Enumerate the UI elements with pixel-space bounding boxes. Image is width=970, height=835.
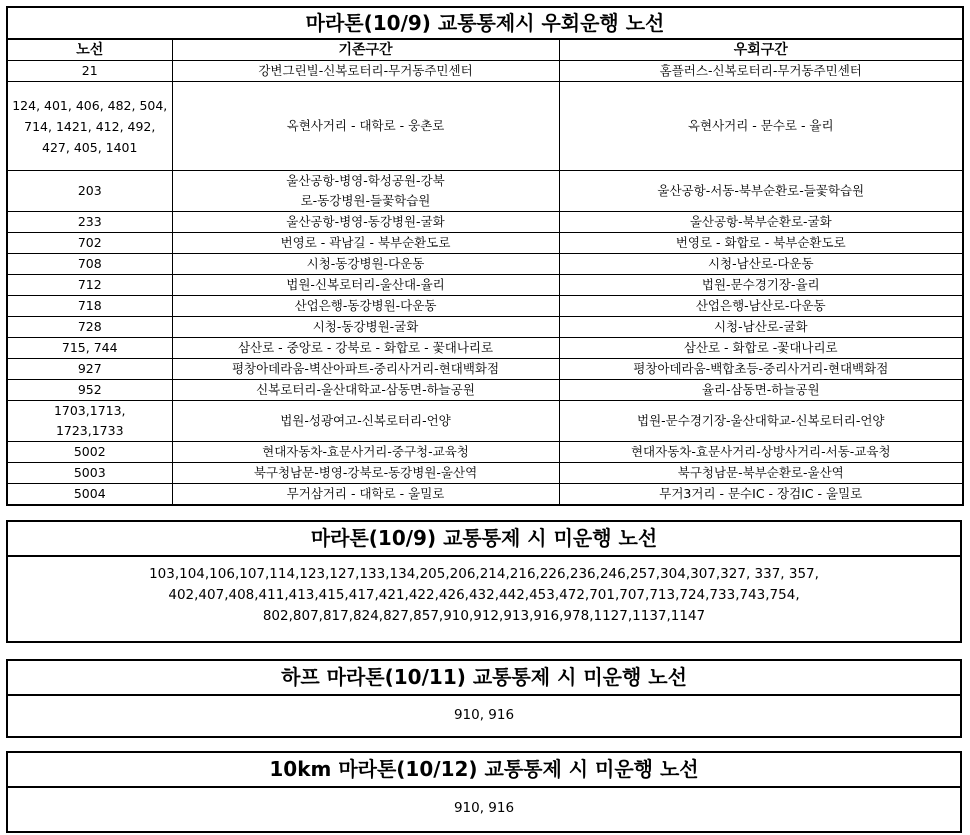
half-marathon-no-service-routes: 910, 916 xyxy=(453,707,515,723)
table-row xyxy=(7,359,963,380)
column-header-existing: 기존구간 xyxy=(172,39,559,61)
table-row xyxy=(7,317,963,338)
marathon-no-service-box xyxy=(6,520,962,643)
ten-km-no-service-title: 10km 마라톤(10/12) 교통통제 시 미운행 노선 xyxy=(8,753,960,788)
existing-section: 현대자동차-효문사거리-중구청-교육청 xyxy=(172,442,559,463)
ten-km-no-service-box xyxy=(6,751,962,833)
existing-section: 신복로터리-울산대학교-삼동면-하늘공원 xyxy=(172,380,559,401)
table-row xyxy=(7,171,963,212)
route-number: 5004 xyxy=(7,484,172,506)
detour-section: 옥현사거리 - 문수로 - 율리 xyxy=(559,82,963,171)
route-number: 952 xyxy=(7,380,172,401)
existing-section: 북구청남문-병영-강북로-동강병원-울산역 xyxy=(172,463,559,484)
route-number: 233 xyxy=(7,212,172,233)
detour-section: 홈플러스-신복로터리-무거동주민센터 xyxy=(559,61,963,82)
existing-section: 법원-신복로터리-울산대-율리 xyxy=(172,275,559,296)
existing-section: 강변그린빌-신복로터리-무거동주민센터 xyxy=(172,61,559,82)
marathon-no-service-routes xyxy=(8,557,960,627)
detour-section: 법원-문수경기장-울산대학교-신복로터리-언양 xyxy=(559,401,963,442)
marathon-no-service-title: 마라톤(10/9) 교통통제 시 미운행 노선 xyxy=(8,522,960,557)
route-number: 21 xyxy=(7,61,172,82)
route-number: 5003 xyxy=(7,463,172,484)
table-header-row xyxy=(7,39,963,61)
existing-section: 울산공항-병영-동강병원-굴화 xyxy=(172,212,559,233)
table-row xyxy=(7,61,963,82)
detour-section: 번영로 - 화합로 - 북부순환도로 xyxy=(559,233,963,254)
routes-line: 402,407,408,411,413,415,417,421,422,426,432,442,453,472,701,707,713,724,733,743,754, xyxy=(168,587,800,603)
column-header-detour: 우회구간 xyxy=(559,39,963,61)
detour-section: 울산공항-서동-북부순환로-들꽃학습원 xyxy=(559,171,963,212)
table-row xyxy=(7,338,963,359)
existing-section: 평창아데라움-벽산아파트-중리사거리-현대백화점 xyxy=(172,359,559,380)
routes-line: 802,807,817,824,827,857,910,912,913,916,978,1127,1137,1147 xyxy=(262,608,706,624)
existing-section: 시청-동강병원-다운동 xyxy=(172,254,559,275)
route-number: 712 xyxy=(7,275,172,296)
existing-section: 번영로 - 곽남길 - 북부순환도로 xyxy=(172,233,559,254)
route-number: 5002 xyxy=(7,442,172,463)
detour-section: 현대자동차-효문사거리-상방사거리-서동-교육청 xyxy=(559,442,963,463)
table-row xyxy=(7,442,963,463)
route-number: 927 xyxy=(7,359,172,380)
ten-km-no-service-routes: 910, 916 xyxy=(453,800,515,816)
half-marathon-no-service-box xyxy=(6,659,962,738)
detour-section: 법원-문수경기장-율리 xyxy=(559,275,963,296)
existing-section: 옥현사거리 - 대학로 - 웅촌로 xyxy=(172,82,559,171)
existing-section: 울산공항-병영-학성공원-강북로-동강병원-들꽃학습원 xyxy=(172,171,559,212)
table-row xyxy=(7,484,963,506)
table-row xyxy=(7,463,963,484)
existing-section: 법원-성광여고-신복로터리-언양 xyxy=(172,401,559,442)
column-header-route: 노선 xyxy=(7,39,172,61)
table-row xyxy=(7,275,963,296)
routes-line: 103,104,106,107,114,123,127,133,134,205,206,214,216,226,236,246,257,304,307,327, 337, 357, xyxy=(149,566,819,582)
existing-section: 무거삼거리 - 대학로 - 울밀로 xyxy=(172,484,559,506)
route-number: 203 xyxy=(7,171,172,212)
detour-section: 산업은행-남산로-다운동 xyxy=(559,296,963,317)
detour-section: 평창아데라움-백합초등-중리사거리-현대백화점 xyxy=(559,359,963,380)
existing-section: 시청-동강병원-굴화 xyxy=(172,317,559,338)
table-row xyxy=(7,212,963,233)
detour-routes-table xyxy=(6,6,964,506)
detour-section: 울산공항-북부순환로-굴화 xyxy=(559,212,963,233)
table-row xyxy=(7,401,963,442)
table-row xyxy=(7,82,963,171)
detour-section: 북구청남문-북부순환로-울산역 xyxy=(559,463,963,484)
route-number: 718 xyxy=(7,296,172,317)
existing-section: 산업은행-동강병원-다운동 xyxy=(172,296,559,317)
detour-section: 삼산로 - 화합로 -꽃대나리로 xyxy=(559,338,963,359)
table-row xyxy=(7,254,963,275)
route-number: 728 xyxy=(7,317,172,338)
route-number: 124, 401, 406, 482, 504, 714, 1421, 412, 492, 427, 405, 1401 xyxy=(7,82,172,171)
table-row xyxy=(7,233,963,254)
detour-section: 시청-남산로-다운동 xyxy=(559,254,963,275)
route-number: 1703,1713, 1723,1733 xyxy=(7,401,172,442)
table-row xyxy=(7,380,963,401)
detour-section: 무거3거리 - 문수IC - 장검IC - 울밀로 xyxy=(559,484,963,506)
route-number: 708 xyxy=(7,254,172,275)
route-number: 702 xyxy=(7,233,172,254)
detour-section: 율리-삼동면-하늘공원 xyxy=(559,380,963,401)
existing-section: 삼산로 - 중앙로 - 강북로 - 화합로 - 꽃대나리로 xyxy=(172,338,559,359)
table-row xyxy=(7,296,963,317)
half-marathon-no-service-title: 하프 마라톤(10/11) 교통통제 시 미운행 노선 xyxy=(8,661,960,696)
route-number: 715, 744 xyxy=(7,338,172,359)
detour-table-title: 마라톤(10/9) 교통통제시 우회운행 노선 xyxy=(7,7,963,39)
detour-section: 시청-남산로-굴화 xyxy=(559,317,963,338)
